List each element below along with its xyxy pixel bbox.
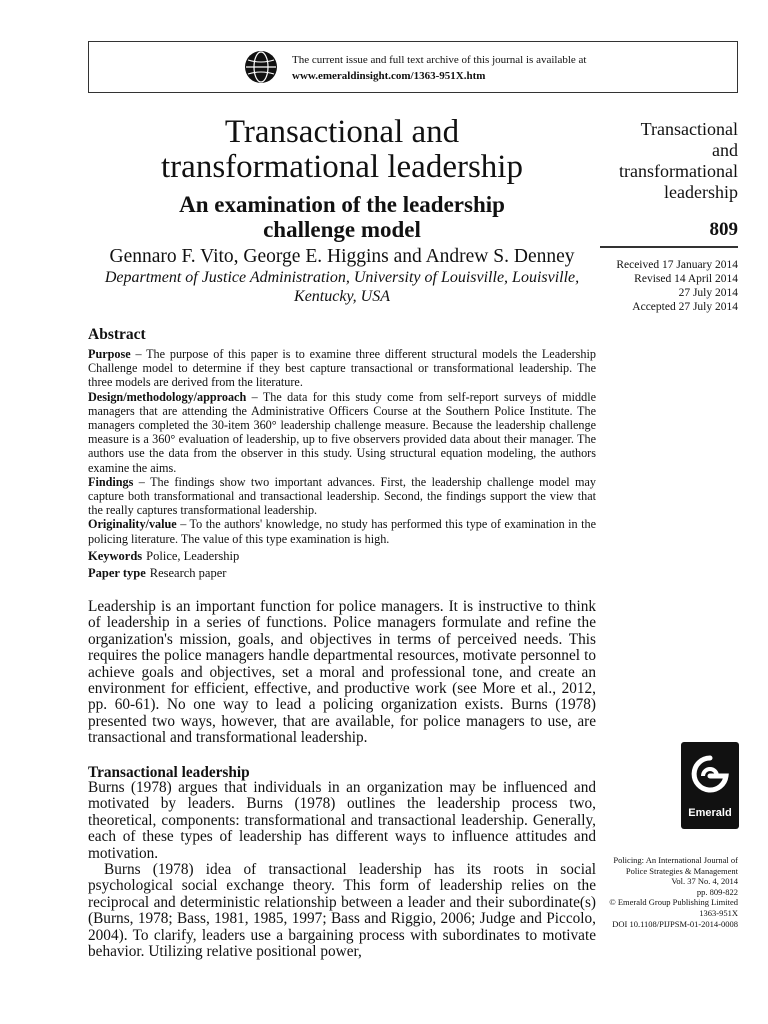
running-title-line: Transactional (640, 119, 738, 139)
affiliation (88, 268, 596, 306)
body-paragraph: Burns (1978) argues that individuals in an organization may be influenced and motivated by leaders. Burns (1978) outlines the leadership process two, theoretical, components: transformational and transactional leadership. Generally, each of these types of leadership has different ways to influence attitudes and motivation. (88, 779, 596, 862)
running-title (598, 119, 738, 203)
abstract-label: Design/methodology/approach (88, 389, 247, 404)
journal-info-line: Policing: An International Journal of (613, 855, 738, 865)
abstract-findings (88, 475, 596, 518)
abstract-purpose (88, 347, 596, 390)
sidebar-divider (600, 246, 738, 248)
abstract-body (88, 347, 596, 546)
globe-icon (244, 50, 278, 84)
article-title (88, 115, 596, 185)
body-paragraph: Burns (1978) idea of transactional leadership has its roots in social psychological social exchange theory. This form of leadership relies on the reciprocal and deterministic relationship between a leader and their subordinate(s) (Burns, 1978; Bass, 1981, 1985, 1997; Bass and Riggio, 2006; Judge and Piccolo, 2004). To clarify, leaders use a bargaining process with subordinates to motivate behavior. Utilizing relative positional power, (88, 861, 596, 961)
running-title-line: leadership (664, 182, 738, 202)
emerald-logo-text: Emerald (688, 807, 732, 819)
page-number: 809 (709, 219, 738, 240)
journal-info-line: pp. 809-822 (696, 886, 738, 897)
journal-availability-banner (88, 41, 738, 93)
affiliation-line: Department of Justice Administration, University of Louisville, Louisville, (104, 269, 580, 286)
keywords-block (88, 548, 239, 582)
running-title-line: and (712, 140, 738, 160)
keywords-label: Keywords (88, 549, 143, 563)
abstract-text: – The data for this study come from self-report surveys of middle managers that are attending the Administrative Officers Course at the Southern Police Institute. The managers completed the 30-item 360° leadership challenge measure. Because the leadership challenge measure is a 360° evaluation of leadership, up to five observers provided data about their manager. The authors use the data from the observer in this study. Using structural equation modeling, the authors examine the aims. (88, 389, 596, 475)
keywords-text: Police, Leadership (146, 549, 240, 563)
abstract-originality (88, 517, 596, 545)
abstract-label: Originality/value (88, 517, 177, 532)
banner-url[interactable]: www.emeraldinsight.com/1363-951X.htm (292, 70, 486, 82)
abstract-design (88, 390, 596, 475)
subtitle-line: An examination of the leadership (179, 192, 505, 217)
date-line: Revised 14 April 2014 (634, 273, 738, 285)
abstract-heading: Abstract (88, 326, 146, 343)
journal-info-line: © Emerald Group Publishing Limited (609, 897, 738, 908)
journal-info-line: 1363-951X (699, 907, 738, 918)
intro-section (88, 599, 596, 747)
article-dates (598, 258, 738, 314)
abstract-text: – The purpose of this paper is to examine three different structural models the Leadership Challenge model to determine if they best capture transactional or transformational leadership. The three models are derived from the literature. (88, 347, 596, 390)
intro-paragraph: Leadership is an important function for police managers. It is instructive to think of leadership in a series of functions. Police managers formulate and refine the organization's mission, goals, and objectives in terms of perceived needs. This requires the police managers handle departmental resources, motivate personnel to achieve goals and objectives, set a moral and professional tone, and create an environment for efficient, effective, and productive work (see More et al., 2012, pp. 60-61). No one way to lead a policing organization exists. Burns (1978) presented two ways, however, that are available, for police managers to use, are transactional and transformational leadership. (88, 598, 596, 747)
journal-info-line: Vol. 37 No. 4, 2014 (671, 876, 738, 887)
date-line: Received 17 January 2014 (616, 259, 738, 271)
paper-type (88, 565, 239, 582)
journal-info-line: DOI 10.1108/PIJPSM-01-2014-0008 (612, 918, 738, 929)
title-line: Transactional and (224, 114, 460, 150)
article-subtitle (88, 192, 596, 242)
paper-type-label: Paper type (88, 566, 146, 580)
banner-text: The current issue and full text archive of this journal is available at (292, 54, 587, 66)
running-title-line: transformational (619, 161, 738, 181)
abstract-text: – The findings show two important advances. First, the leadership challenge model may capture both transformational and transactional leadership. Second, the findings support the view that the really captures transformational leadership. (88, 474, 596, 518)
section-heading: Transactional leadership (88, 764, 250, 781)
journal-info (598, 855, 738, 929)
date-line: Accepted 27 July 2014 (632, 301, 738, 313)
authors: Gennaro F. Vito, George E. Higgins and Andrew S. Denney (109, 246, 575, 267)
abstract-label: Purpose (88, 347, 131, 361)
emerald-swirl-icon (681, 746, 739, 806)
abstract-text: – To the authors' knowledge, no study has performed this type of examination in the policing literature. The value of this type examination is high. (88, 517, 596, 546)
keywords (88, 548, 239, 565)
subtitle-line: challenge model (263, 217, 421, 242)
paper-type-text: Research paper (149, 566, 227, 580)
journal-info-line: Police Strategies & Management (625, 865, 738, 876)
affiliation-line: Kentucky, USA (294, 288, 390, 305)
abstract-label: Findings (88, 474, 134, 489)
date-line: 27 July 2014 (678, 287, 738, 299)
title-line: transformational leadership (161, 149, 523, 185)
transactional-section (88, 780, 596, 960)
